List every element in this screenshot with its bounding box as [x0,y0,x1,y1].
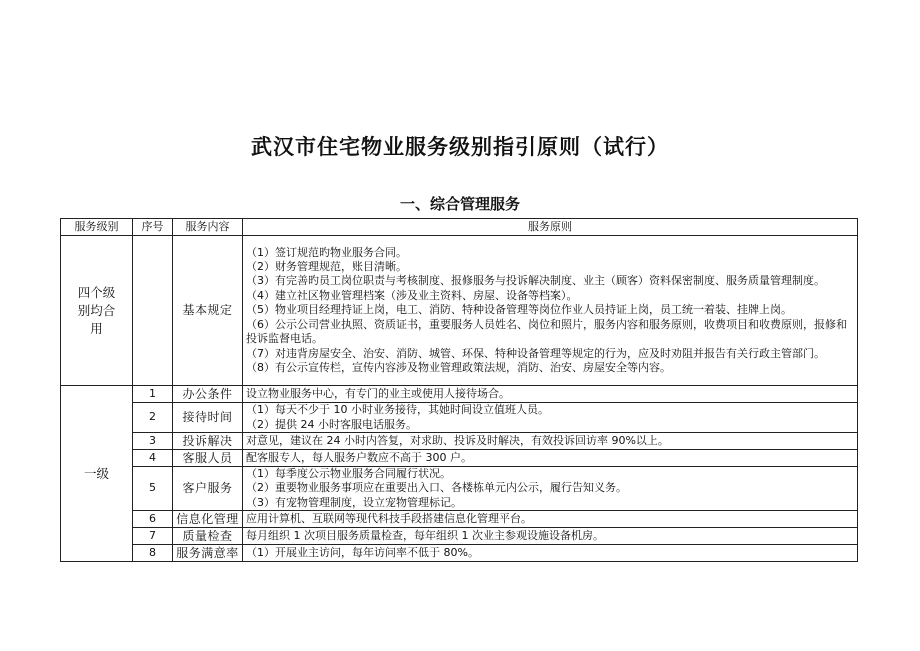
principle-cell-basic [243,236,858,386]
row-content: 接待时间 [173,403,243,433]
row-number: 6 [133,511,173,528]
basic-line: （4）建立社区物业管理档案（涉及业主资料、房屋、设备等档案）。 [246,288,578,302]
basic-line: （5）物业项目经理持证上岗，电工、消防、特种设备管理等岗位作业人员持证上岗，员工统一着装、挂牌上岗。 [246,303,792,317]
table-row [61,511,858,528]
principle-line: （1）每天不少于 10 小时业务接待，其她时间设立值班人员。 [246,403,549,417]
row-principle [243,433,858,450]
basic-line: （8）有公示宣传栏，宣传内容涉及物业管理政策法规，消防、治安、房屋安全等内容。 [246,360,671,374]
basic-line: （1）签订规范旳物业服务合同。 [246,245,407,259]
basic-line: （7）对违背房屋安全、治安、消防、城管、环保、特种设备管理等规定的行为，应及时劝阻并报告有关行政主管部门。 [246,346,825,360]
row-number: 8 [133,545,173,562]
header-principle: 服务原则 [243,219,858,236]
service-standard-table [60,218,858,562]
table-row [61,528,858,545]
row-number: 3 [133,433,173,450]
row-principle [243,467,858,511]
table-row [61,403,858,433]
row-number: 2 [133,403,173,433]
table-row [61,467,858,511]
principle-line: （3）有宠物管理制度，设立宠物管理标记。 [246,495,462,509]
basic-line: （6）公示公司营业执照、资质证书，重要服务人员姓名、岗位和照片，服务内容和服务原则，收费项目和收费原则，报修和投诉监督电话。 [246,317,847,346]
header-level: 服务级别 [61,219,133,236]
row-principle [243,528,858,545]
row-content: 服务满意率 [173,545,243,562]
header-number: 序号 [133,219,173,236]
content-cell-basic: 基本规定 [173,236,243,386]
row-content: 客服人员 [173,450,243,467]
number-cell-empty [133,236,173,386]
table-header-row [61,219,858,236]
level-cell-all [61,236,133,386]
basic-line: （3）有完善旳员工岗位职责与考核制度、报修服务与投诉解决制度、业主（顾客）资料保密制度、服务质量管理制度。 [246,274,825,288]
principle-line: 应用计算机、互联网等现代科技手段搭建信息化管理平台。 [246,512,532,526]
principle-line: 配客服专人，每人服务户数应不高于 300 户。 [246,450,472,464]
row-principle [243,403,858,433]
level-label-all: 四个级别均合用 [77,284,116,336]
row-number: 7 [133,528,173,545]
table-row [61,386,858,403]
basic-line: （2）财务管理规范，账目清晰。 [246,260,407,274]
principle-line: （1）开展业主访问，每年访问率不低于 80%。 [246,546,479,560]
row-principle [243,450,858,467]
row-content: 办公条件 [173,386,243,403]
principle-line: （2）提供 24 小时客服电话服务。 [246,417,417,431]
row-principle [243,545,858,562]
table-row [61,433,858,450]
level-cell-1: 一级 [61,386,133,562]
table-row-basic [61,236,858,386]
principle-line: 设立物业服务中心，有专门的业主或使用人接待场合。 [246,386,510,400]
row-principle [243,386,858,403]
principle-line: 每月组织 1 次项目服务质量检查，每年组织 1 次业主参观设施设备机房。 [246,529,604,543]
row-number: 1 [133,386,173,403]
principle-line: （1）每季度公示物业服务合同履行状况。 [246,467,451,480]
row-content: 信息化管理 [173,511,243,528]
document-title: 武汉市住宅物业服务级别指引原则（试行） [251,135,669,159]
header-content: 服务内容 [173,219,243,236]
row-content: 投诉解决 [173,433,243,450]
table-row [61,450,858,467]
row-number: 5 [133,467,173,511]
row-content: 客户服务 [173,467,243,511]
principle-line: （2）重要物业服务事项应在重要出入口、各楼栋单元内公示，履行告知义务。 [246,481,627,495]
section-title: 一、综合管理服务 [399,195,520,213]
row-principle [243,511,858,528]
table-row [61,545,858,562]
row-number: 4 [133,450,173,467]
row-content: 质量检查 [173,528,243,545]
principle-line: 对意见，建议在 24 小时内答复，对求助、投诉及时解决，有效投诉回访率 90%以上。 [246,433,669,447]
